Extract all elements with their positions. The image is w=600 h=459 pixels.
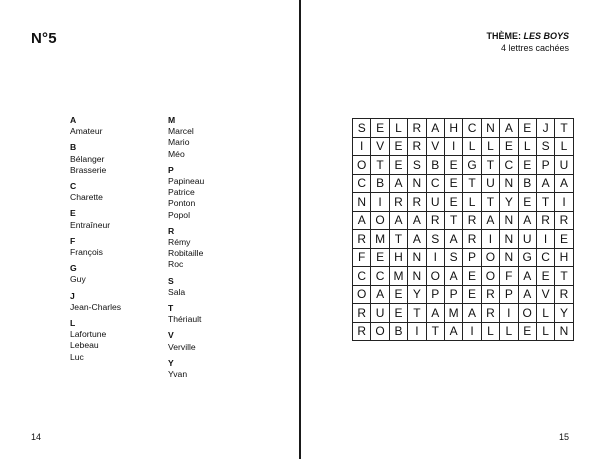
word-item: Robitaille	[168, 248, 204, 259]
grid-cell[interactable]: L	[555, 137, 573, 156]
grid-cell[interactable]: I	[426, 248, 444, 267]
grid-cell[interactable]: R	[555, 211, 573, 230]
word-group-a	[70, 115, 121, 137]
group-letter: J	[70, 290, 75, 301]
grid-cell[interactable]: B	[518, 174, 536, 193]
grid-cell[interactable]: V	[371, 137, 389, 156]
grid-cell[interactable]: R	[536, 211, 554, 230]
group-letter: B	[70, 142, 77, 153]
grid-cell[interactable]: A	[408, 211, 426, 230]
grid-cell[interactable]: T	[481, 156, 499, 175]
grid-row	[353, 230, 574, 249]
group-letter: T	[168, 303, 174, 314]
grid-row	[353, 193, 574, 212]
grid-cell[interactable]: O	[371, 322, 389, 341]
grid-cell[interactable]: H	[555, 248, 573, 267]
grid-cell[interactable]: E	[518, 119, 536, 138]
grid-cell[interactable]: A	[500, 119, 518, 138]
grid-cell[interactable]: A	[426, 119, 444, 138]
grid-row	[353, 285, 574, 304]
word-item: Amateur	[70, 126, 103, 137]
grid-cell[interactable]: T	[481, 193, 499, 212]
grid-cell[interactable]: T	[444, 211, 462, 230]
grid-cell[interactable]: I	[536, 230, 554, 249]
group-letter: V	[168, 330, 174, 341]
grid-cell[interactable]: E	[518, 322, 536, 341]
word-item: Marcel	[168, 126, 194, 137]
word-item: Jean-Charles	[70, 301, 122, 312]
group-letter: G	[70, 263, 77, 274]
grid-cell[interactable]: E	[518, 193, 536, 212]
word-item: Lebeau	[70, 340, 99, 351]
word-item: Verville	[168, 341, 196, 352]
grid-cell[interactable]: R	[426, 211, 444, 230]
word-search-grid	[352, 118, 574, 341]
word-group-l	[70, 318, 121, 363]
puzzle-number: N°5	[31, 30, 57, 47]
grid-cell[interactable]: L	[536, 304, 554, 323]
grid-cell[interactable]: A	[463, 304, 481, 323]
word-group-f	[70, 236, 121, 258]
grid-cell[interactable]: C	[371, 267, 389, 286]
group-letter: E	[70, 208, 76, 219]
word-group-m	[168, 115, 204, 160]
grid-cell[interactable]: C	[500, 156, 518, 175]
grid-cell[interactable]: L	[463, 193, 481, 212]
grid-cell[interactable]: P	[500, 285, 518, 304]
grid-cell[interactable]: E	[463, 285, 481, 304]
grid-cell[interactable]: C	[353, 267, 371, 286]
grid-cell[interactable]: L	[536, 322, 554, 341]
word-item: Papineau	[168, 176, 205, 187]
grid-row	[353, 304, 574, 323]
grid-cell[interactable]: T	[389, 230, 407, 249]
grid-cell[interactable]: I	[463, 322, 481, 341]
grid-cell[interactable]: C	[353, 174, 371, 193]
word-item: Roc	[168, 259, 184, 270]
grid-cell[interactable]: P	[444, 285, 462, 304]
grid-cell[interactable]: I	[500, 304, 518, 323]
grid-cell[interactable]: O	[481, 267, 499, 286]
grid-cell[interactable]: R	[353, 304, 371, 323]
word-item: Thériault	[168, 314, 202, 325]
grid-row	[353, 119, 574, 138]
grid-cell[interactable]: E	[444, 156, 462, 175]
grid-cell[interactable]: V	[536, 285, 554, 304]
grid-cell[interactable]: T	[536, 193, 554, 212]
word-item: Mario	[168, 137, 190, 148]
word-group-g	[70, 263, 121, 285]
word-item: Bélanger	[70, 153, 105, 164]
grid-cell[interactable]: I	[408, 322, 426, 341]
grid-cell[interactable]: C	[536, 248, 554, 267]
word-list-column-2	[168, 115, 204, 385]
grid-cell[interactable]: N	[408, 174, 426, 193]
grid-cell[interactable]: L	[389, 119, 407, 138]
grid-cell[interactable]: O	[426, 267, 444, 286]
grid-cell[interactable]: U	[555, 156, 573, 175]
word-group-y	[168, 358, 204, 380]
group-letter: Y	[168, 357, 174, 368]
grid-cell[interactable]: T	[408, 304, 426, 323]
grid-cell[interactable]: R	[463, 211, 481, 230]
grid-cell[interactable]: O	[353, 156, 371, 175]
word-item: Ponton	[168, 198, 196, 209]
grid-cell[interactable]: N	[500, 230, 518, 249]
grid-cell[interactable]: A	[536, 174, 554, 193]
grid-cell[interactable]: N	[500, 248, 518, 267]
grid-cell[interactable]: I	[353, 137, 371, 156]
page-number-right: 15	[558, 432, 569, 442]
grid-cell[interactable]: L	[463, 137, 481, 156]
grid-cell[interactable]: G	[518, 248, 536, 267]
grid-cell[interactable]: E	[371, 248, 389, 267]
grid-cell[interactable]: V	[426, 137, 444, 156]
grid-cell[interactable]: A	[518, 211, 536, 230]
grid-cell[interactable]: U	[518, 230, 536, 249]
grid-cell[interactable]: M	[389, 267, 407, 286]
word-group-t	[168, 303, 204, 325]
word-item: François	[70, 247, 103, 258]
grid-cell[interactable]: O	[518, 304, 536, 323]
grid-cell[interactable]: A	[353, 211, 371, 230]
word-item: Rémy	[168, 237, 191, 248]
grid-cell[interactable]: A	[555, 174, 573, 193]
grid-cell[interactable]: A	[444, 230, 462, 249]
word-group-e	[70, 208, 121, 230]
grid-cell[interactable]: B	[371, 174, 389, 193]
grid-cell[interactable]: A	[518, 267, 536, 286]
word-item: Lafortune	[70, 329, 107, 340]
word-group-r	[168, 226, 204, 271]
grid-cell[interactable]: L	[518, 137, 536, 156]
word-item: Brasserie	[70, 164, 107, 175]
grid-cell[interactable]: B	[426, 156, 444, 175]
grid-row	[353, 322, 574, 341]
grid-cell[interactable]: R	[408, 193, 426, 212]
grid-cell[interactable]: E	[500, 137, 518, 156]
group-letter: S	[168, 275, 174, 286]
grid-row	[353, 248, 574, 267]
grid-cell[interactable]: Y	[408, 285, 426, 304]
grid-cell[interactable]: I	[444, 137, 462, 156]
group-letter: P	[168, 164, 174, 175]
page-number-left: 14	[31, 432, 42, 442]
grid-cell[interactable]: J	[536, 119, 554, 138]
grid-cell[interactable]: H	[444, 119, 462, 138]
grid-cell[interactable]: G	[463, 156, 481, 175]
word-group-b	[70, 142, 121, 176]
theme-label: THÈME:	[486, 31, 524, 41]
theme-value: LES BOYS	[523, 31, 569, 41]
grid-cell[interactable]: E	[536, 267, 554, 286]
grid-cell[interactable]: C	[426, 174, 444, 193]
grid-cell[interactable]: R	[408, 119, 426, 138]
grid-cell[interactable]: U	[426, 193, 444, 212]
grid-cell[interactable]: O	[353, 285, 371, 304]
word-item: Popol	[168, 209, 190, 220]
grid-cell[interactable]: R	[463, 230, 481, 249]
grid-cell[interactable]: N	[408, 267, 426, 286]
grid-cell[interactable]: Y	[555, 304, 573, 323]
grid-cell[interactable]: E	[444, 193, 462, 212]
group-letter: A	[70, 115, 77, 125]
grid-cell[interactable]: R	[481, 304, 499, 323]
grid-cell[interactable]: M	[371, 230, 389, 249]
group-letter: R	[168, 225, 175, 236]
grid-cell[interactable]: R	[481, 285, 499, 304]
word-list-column-1	[70, 115, 121, 368]
grid-row	[353, 137, 574, 156]
grid-cell[interactable]: F	[353, 248, 371, 267]
grid-cell[interactable]: A	[444, 267, 462, 286]
grid-cell[interactable]: A	[444, 322, 462, 341]
word-item: Sala	[168, 286, 186, 297]
grid-cell[interactable]: S	[408, 156, 426, 175]
grid-cell[interactable]: A	[371, 285, 389, 304]
grid-cell[interactable]: E	[518, 156, 536, 175]
grid-cell[interactable]: E	[389, 137, 407, 156]
grid-cell[interactable]: A	[389, 174, 407, 193]
grid-cell[interactable]: P	[536, 156, 554, 175]
group-letter: F	[70, 235, 76, 246]
grid-cell[interactable]: A	[426, 304, 444, 323]
word-item: Patrice	[168, 187, 195, 198]
word-group-c	[70, 181, 121, 203]
grid-row	[353, 267, 574, 286]
word-item: Méo	[168, 148, 185, 159]
grid-cell[interactable]: A	[481, 211, 499, 230]
grid-cell[interactable]: T	[371, 156, 389, 175]
grid-cell[interactable]: P	[426, 285, 444, 304]
grid-cell[interactable]: L	[481, 137, 499, 156]
word-item: Entraîneur	[70, 219, 111, 230]
grid-cell[interactable]: A	[518, 285, 536, 304]
grid-row	[353, 211, 574, 230]
grid-cell[interactable]: I	[555, 193, 573, 212]
word-item: Luc	[70, 351, 84, 362]
grid-row	[353, 174, 574, 193]
grid-cell[interactable]: Y	[500, 193, 518, 212]
grid-cell[interactable]: R	[408, 137, 426, 156]
grid-cell[interactable]: N	[408, 248, 426, 267]
grid-cell[interactable]: E	[389, 156, 407, 175]
grid-cell[interactable]: I	[481, 230, 499, 249]
grid-cell[interactable]: N	[500, 174, 518, 193]
grid-cell[interactable]: S	[536, 137, 554, 156]
grid-cell[interactable]: E	[463, 267, 481, 286]
grid-cell[interactable]: E	[555, 230, 573, 249]
grid-cell[interactable]: S	[444, 248, 462, 267]
grid-cell[interactable]: T	[555, 119, 573, 138]
grid-cell[interactable]: E	[371, 119, 389, 138]
grid-cell[interactable]: R	[389, 193, 407, 212]
group-letter: C	[70, 181, 77, 192]
grid-cell[interactable]: B	[389, 322, 407, 341]
grid-cell[interactable]: M	[444, 304, 462, 323]
grid-cell[interactable]: T	[555, 267, 573, 286]
grid-cell[interactable]: F	[500, 267, 518, 286]
word-item: Guy	[70, 274, 86, 285]
theme-title	[486, 30, 569, 42]
grid-cell[interactable]: H	[389, 248, 407, 267]
grid-row	[353, 156, 574, 175]
grid-cell[interactable]: R	[353, 322, 371, 341]
grid-cell[interactable]: A	[389, 211, 407, 230]
grid-cell[interactable]: S	[353, 119, 371, 138]
word-item: Charette	[70, 192, 103, 203]
grid-cell[interactable]: N	[555, 322, 573, 341]
grid-cell[interactable]: N	[481, 119, 499, 138]
hidden-letters-note: 4 lettres cachées	[500, 43, 569, 53]
right-page	[301, 0, 600, 459]
grid-cell[interactable]: C	[463, 119, 481, 138]
grid-cell[interactable]: I	[371, 193, 389, 212]
word-item: Yvan	[168, 369, 188, 380]
grid-cell[interactable]: N	[500, 211, 518, 230]
theme-block	[486, 30, 569, 54]
grid-cell[interactable]: E	[444, 174, 462, 193]
grid-cell[interactable]: L	[481, 322, 499, 341]
grid-cell[interactable]: E	[389, 285, 407, 304]
grid-cell[interactable]: A	[408, 230, 426, 249]
word-group-p	[168, 165, 204, 221]
group-letter: M	[168, 115, 176, 125]
word-group-s	[168, 276, 204, 298]
word-group-v	[168, 330, 204, 352]
grid-cell[interactable]: S	[426, 230, 444, 249]
group-letter: L	[70, 318, 76, 329]
grid-cell[interactable]: O	[371, 211, 389, 230]
grid-cell[interactable]: N	[353, 193, 371, 212]
grid-cell[interactable]: R	[353, 230, 371, 249]
grid-cell[interactable]: T	[426, 322, 444, 341]
word-group-j	[70, 291, 121, 313]
grid-cell[interactable]: U	[481, 174, 499, 193]
grid-cell[interactable]: L	[500, 322, 518, 341]
grid-cell[interactable]: T	[463, 174, 481, 193]
grid-cell[interactable]: U	[371, 304, 389, 323]
grid-cell[interactable]: P	[463, 248, 481, 267]
grid-cell[interactable]: O	[481, 248, 499, 267]
grid-cell[interactable]: R	[555, 285, 573, 304]
grid-cell[interactable]: E	[389, 304, 407, 323]
